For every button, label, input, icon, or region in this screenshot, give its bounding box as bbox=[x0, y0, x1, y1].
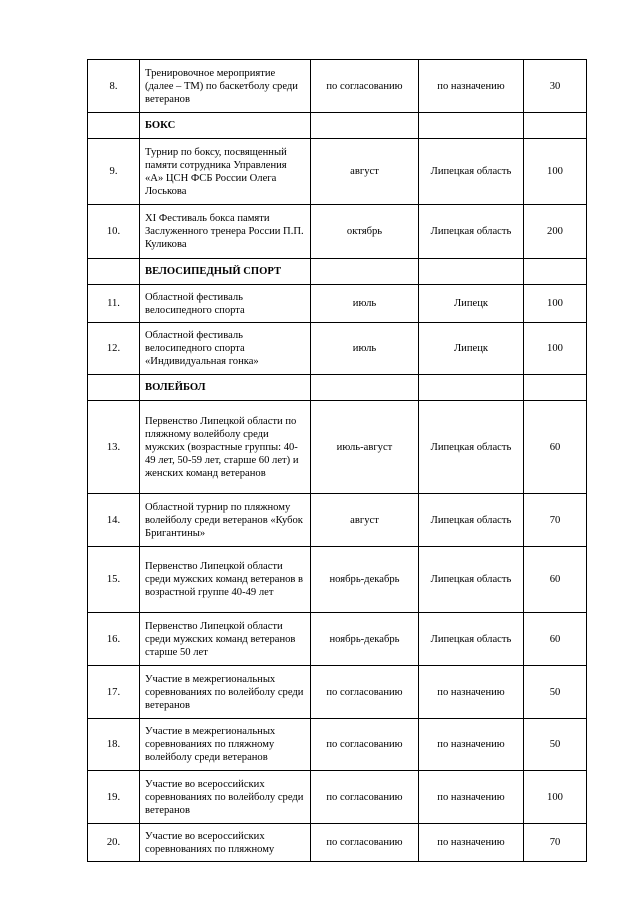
row-number: 9. bbox=[88, 139, 140, 205]
participant-count: 100 bbox=[524, 139, 587, 205]
participant-count: 30 bbox=[524, 60, 587, 113]
row-number: 19. bbox=[88, 771, 140, 824]
event-name: Первенство Липецкой области по пляжному волейболу среди мужских (возрастные группы: 40-49 лет, 50-59 лет, старше 60 лет) и женских команд ветеранов bbox=[140, 401, 311, 494]
row-number: 11. bbox=[88, 285, 140, 323]
table-row bbox=[88, 719, 587, 771]
row-number: 12. bbox=[88, 323, 140, 375]
row-number: 8. bbox=[88, 60, 140, 113]
table-row bbox=[88, 824, 587, 862]
participant-count: 100 bbox=[524, 285, 587, 323]
section-blank-cell bbox=[88, 259, 140, 285]
section-blank-cell bbox=[524, 113, 587, 139]
row-number: 20. bbox=[88, 824, 140, 862]
event-date: по согласованию bbox=[311, 771, 419, 824]
event-date: по согласованию bbox=[311, 719, 419, 771]
section-blank-cell bbox=[88, 113, 140, 139]
participant-count: 100 bbox=[524, 323, 587, 375]
section-blank-cell bbox=[419, 375, 524, 401]
event-date: октябрь bbox=[311, 205, 419, 259]
event-date: ноябрь-декабрь bbox=[311, 613, 419, 666]
participant-count: 100 bbox=[524, 771, 587, 824]
event-name: Участие в межрегиональных соревнованиях по волейболу среди ветеранов bbox=[140, 666, 311, 719]
event-name: Участие в межрегиональных соревнованиях по пляжному волейболу среди ветеранов bbox=[140, 719, 311, 771]
event-place: Липецкая область bbox=[419, 401, 524, 494]
row-number: 13. bbox=[88, 401, 140, 494]
event-place: Липецкая область bbox=[419, 139, 524, 205]
row-number: 18. bbox=[88, 719, 140, 771]
row-number: 16. bbox=[88, 613, 140, 666]
section-blank-cell bbox=[311, 113, 419, 139]
row-number: 15. bbox=[88, 547, 140, 613]
table-row bbox=[88, 285, 587, 323]
section-row bbox=[88, 375, 587, 401]
event-place: по назначению bbox=[419, 771, 524, 824]
event-date: по согласованию bbox=[311, 60, 419, 113]
event-place: Липецк bbox=[419, 285, 524, 323]
event-date: июль bbox=[311, 285, 419, 323]
event-place: по назначению bbox=[419, 824, 524, 862]
section-blank-cell bbox=[311, 375, 419, 401]
event-place: Липецкая область bbox=[419, 205, 524, 259]
participant-count: 70 bbox=[524, 494, 587, 547]
event-name: Областной фестиваль велосипедного спорта «Индивидуальная гонка» bbox=[140, 323, 311, 375]
event-place: Липецкая область bbox=[419, 613, 524, 666]
table-row bbox=[88, 60, 587, 113]
event-name: Участие во всероссийских соревнованиях по пляжному bbox=[140, 824, 311, 862]
row-number: 10. bbox=[88, 205, 140, 259]
table-row bbox=[88, 666, 587, 719]
section-row bbox=[88, 259, 587, 285]
event-place: по назначению bbox=[419, 719, 524, 771]
section-title: БОКС bbox=[140, 113, 311, 139]
section-blank-cell bbox=[419, 259, 524, 285]
event-place: Липецкая область bbox=[419, 547, 524, 613]
table-row bbox=[88, 205, 587, 259]
event-name: Областной фестиваль велосипедного спорта bbox=[140, 285, 311, 323]
event-name: Первенство Липецкой области среди мужских команд ветеранов старше 50 лет bbox=[140, 613, 311, 666]
section-title: ВОЛЕЙБОЛ bbox=[140, 375, 311, 401]
events-table bbox=[87, 59, 587, 862]
event-name: Участие во всероссийских соревнованиях по волейболу среди ветеранов bbox=[140, 771, 311, 824]
event-date: ноябрь-декабрь bbox=[311, 547, 419, 613]
row-number: 14. bbox=[88, 494, 140, 547]
table-row bbox=[88, 547, 587, 613]
event-date: июль-август bbox=[311, 401, 419, 494]
row-number: 17. bbox=[88, 666, 140, 719]
event-place: по назначению bbox=[419, 666, 524, 719]
event-place: Липецкая область bbox=[419, 494, 524, 547]
section-blank-cell bbox=[88, 375, 140, 401]
event-place: по назначению bbox=[419, 60, 524, 113]
section-blank-cell bbox=[419, 113, 524, 139]
section-blank-cell bbox=[524, 259, 587, 285]
event-name: Областной турнир по пляжному волейболу среди ветеранов «Кубок Бригантины» bbox=[140, 494, 311, 547]
participant-count: 60 bbox=[524, 401, 587, 494]
event-name: Тренировочное мероприятие (далее – ТМ) по баскетболу среди ветеранов bbox=[140, 60, 311, 113]
participant-count: 200 bbox=[524, 205, 587, 259]
table-row bbox=[88, 613, 587, 666]
event-date: по согласованию bbox=[311, 666, 419, 719]
event-date: август bbox=[311, 139, 419, 205]
section-blank-cell bbox=[524, 375, 587, 401]
participant-count: 50 bbox=[524, 666, 587, 719]
table-row bbox=[88, 139, 587, 205]
participant-count: 60 bbox=[524, 547, 587, 613]
table-row bbox=[88, 494, 587, 547]
event-date: июль bbox=[311, 323, 419, 375]
table-row bbox=[88, 323, 587, 375]
section-row bbox=[88, 113, 587, 139]
event-date: август bbox=[311, 494, 419, 547]
participant-count: 60 bbox=[524, 613, 587, 666]
participant-count: 70 bbox=[524, 824, 587, 862]
table-row bbox=[88, 401, 587, 494]
section-blank-cell bbox=[311, 259, 419, 285]
event-place: Липецк bbox=[419, 323, 524, 375]
section-title: ВЕЛОСИПЕДНЫЙ СПОРТ bbox=[140, 259, 311, 285]
participant-count: 50 bbox=[524, 719, 587, 771]
event-name: XI Фестиваль бокса памяти Заслуженного тренера России П.П. Куликова bbox=[140, 205, 311, 259]
event-name: Первенство Липецкой области среди мужских команд ветеранов в возрастной группе 40-49 лет bbox=[140, 547, 311, 613]
event-name: Турнир по боксу, посвященный памяти сотрудника Управления «А» ЦСН ФСБ России Олега Лоськова bbox=[140, 139, 311, 205]
event-date: по согласованию bbox=[311, 824, 419, 862]
table-row bbox=[88, 771, 587, 824]
